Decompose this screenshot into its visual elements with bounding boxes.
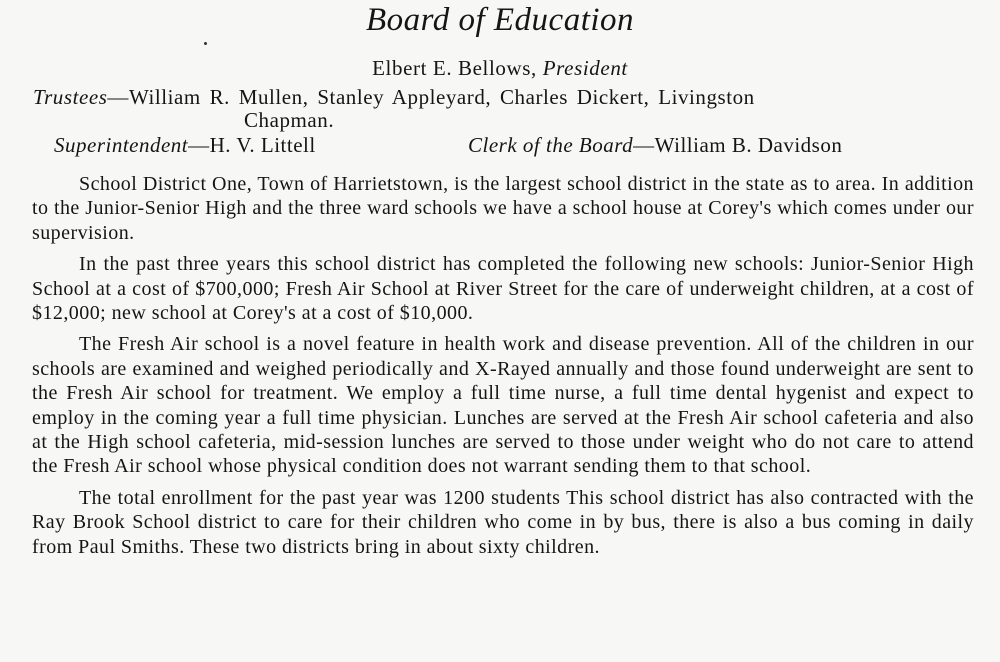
paragraph-new-schools: In the past three years this school district has completed the following new schools: Junior-Senior High School at a cost of $700,000; Fresh Air School at River Street for the care of underweight children, at a cost of $12,000; new school at Corey's at a cost of $10,000. <box>32 253 974 325</box>
trustees-line <box>33 86 973 132</box>
superintendent-name: —H. V. Littell <box>188 133 316 157</box>
trustees-label: Trustees <box>33 85 108 109</box>
paragraph-enrollment: The total enrollment for the past year was 1200 students This school district has also contracted with the Ray Brook School district to care for their children who come in by bus, there is also a bus coming in daily from Paul Smiths. These two districts bring in about sixty children. <box>32 486 974 558</box>
clerk-label: Clerk of the Board <box>468 133 634 157</box>
president-line <box>0 56 1000 81</box>
trustees-dash: — <box>107 85 129 109</box>
clerk-entry <box>468 133 842 158</box>
paragraph-district-overview: School District One, Town of Harrietstown, is the largest school district in the state as to area. In addition to the Junior-Senior High and the three ward schools we have a school house at Corey's which comes under our supervision. <box>32 173 974 244</box>
body-text <box>32 172 974 559</box>
trustees-names-continued: Chapman. <box>244 108 335 132</box>
print-speck <box>204 42 207 45</box>
trustees-names: William R. Mullen, Stanley Appleyard, Charles Dickert, Livingston <box>128 85 755 109</box>
clerk-name: —William B. Davidson <box>633 133 843 157</box>
president-role: President <box>542 56 628 80</box>
paragraph-fresh-air-school: The Fresh Air school is a novel feature in health work and disease prevention. All of the children in our schools are examined and weighed periodically and X-Rayed annually and those found underweight are sent to the Fresh Air school for treatment. We employ a full time nurse, a full time dental hygenist and expect to employ in the coming year a full time physician. Lunches are served at the Fresh Air school cafeteria and also at the High school cafeteria, mid-session lunches are served to those under weight who do not care to attend the Fresh Air school whose physical condition does not warrant sending them to that school. <box>32 333 974 478</box>
superintendent-label: Superintendent <box>54 133 189 157</box>
president-name: Elbert E. Bellows, <box>372 56 543 80</box>
page-title: Board of Education <box>365 2 635 38</box>
officers-line <box>54 133 974 158</box>
